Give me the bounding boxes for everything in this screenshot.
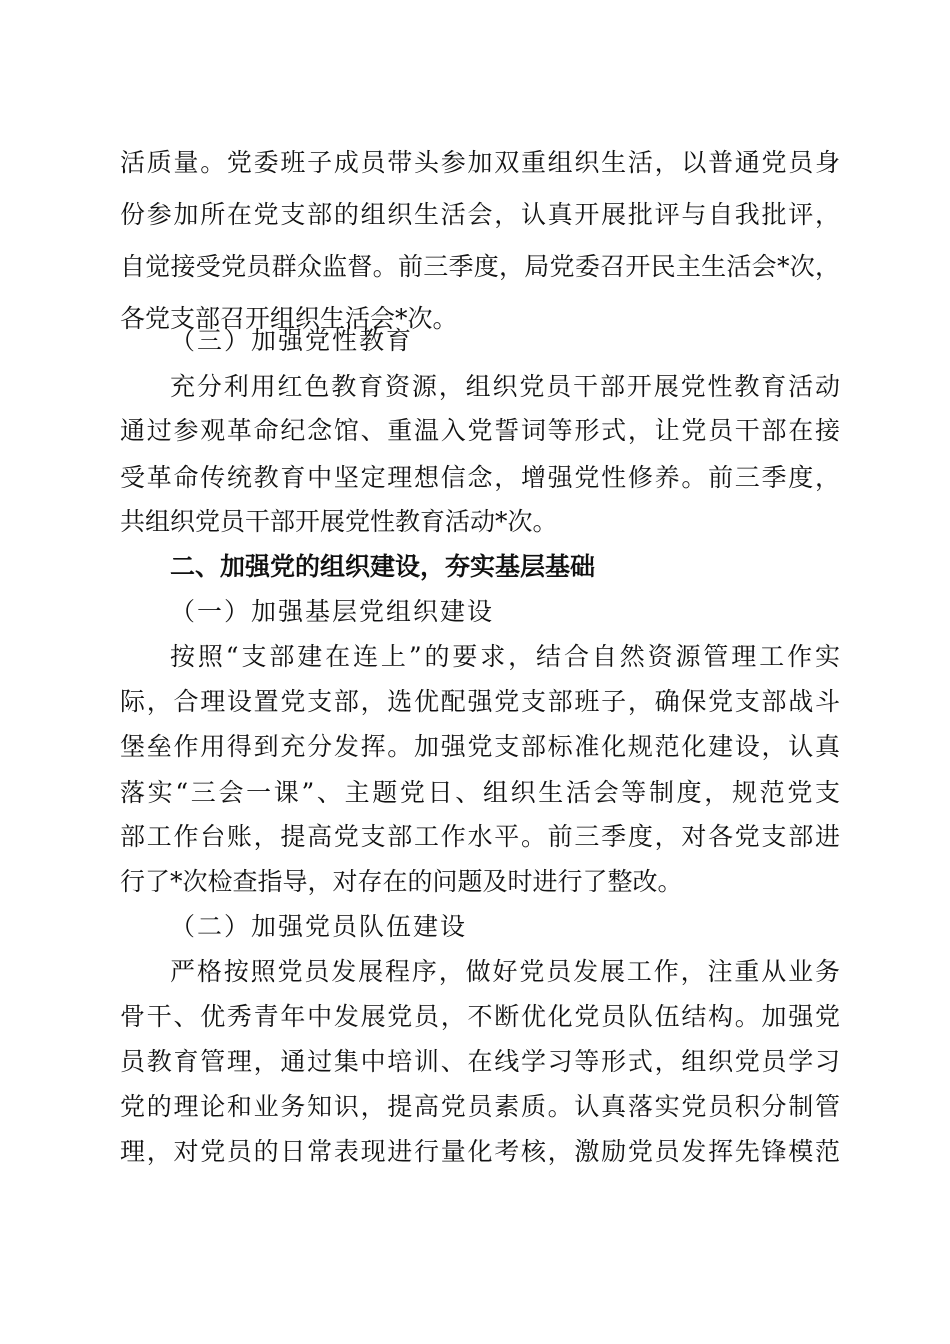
paragraph-line: 按照“支部建在连上”的要求，结合自然资源管理工作实 [170,642,840,671]
paragraph-line: 行了*次检查指导，对存在的问题及时进行了整改。 [120,867,683,896]
paragraph-line: 自觉接受党员群众监督。前三季度，局党委召开民主生活会*次， [120,252,840,281]
paragraph-line: 落实“三会一课”、主题党日、组织生活会等制度，规范党支 [120,778,840,807]
paragraph-line: 际，合理设置党支部，选优配强党支部班子，确保党支部战斗 [120,687,840,716]
paragraph-line: 理，对党员的日常表现进行量化考核，激励党员发挥先锋模范 [120,1137,840,1166]
subsection-heading: （三）加强党性教育 [170,326,414,355]
paragraph-line: 通过参观革命纪念馆、重温入党誓词等形式，让党员干部在接 [120,416,840,445]
paragraph-line: 堡垒作用得到充分发挥。加强党支部标准化规范化建设，认真 [120,732,840,761]
paragraph-line: 充分利用红色教育资源，组织党员干部开展党性教育活动 [170,372,840,401]
paragraph-line: 严格按照党员发展程序，做好党员发展工作，注重从业务 [170,957,840,986]
paragraph-line: 骨干、优秀青年中发展党员，不断优化党员队伍结构。加强党 [120,1002,840,1031]
paragraph-line: 受革命传统教育中坚定理想信念，增强党性修养。前三季度， [120,463,840,492]
paragraph-line: 份参加所在党支部的组织生活会，认真开展批评与自我批评， [120,200,840,229]
paragraph-line: 各党支部召开组织生活会*次。 [120,304,458,333]
paragraph-line: 活质量。党委班子成员带头参加双重组织生活，以普通党员身 [120,148,840,177]
section-title: 二、加强党的组织建设，夯实基层基础 [170,552,596,581]
subsection-heading: （一）加强基层党组织建设 [170,597,495,626]
paragraph-line: 共组织党员干部开展党性教育活动*次。 [120,507,558,536]
paragraph-line: 党的理论和业务知识，提高党员素质。认真落实党员积分制管 [120,1092,840,1121]
paragraph-line: 部工作台账，提高党支部工作水平。前三季度，对各党支部进 [120,822,840,851]
paragraph-line: 员教育管理，通过集中培训、在线学习等形式，组织党员学习 [120,1047,840,1076]
subsection-heading: （二）加强党员队伍建设 [170,912,468,941]
